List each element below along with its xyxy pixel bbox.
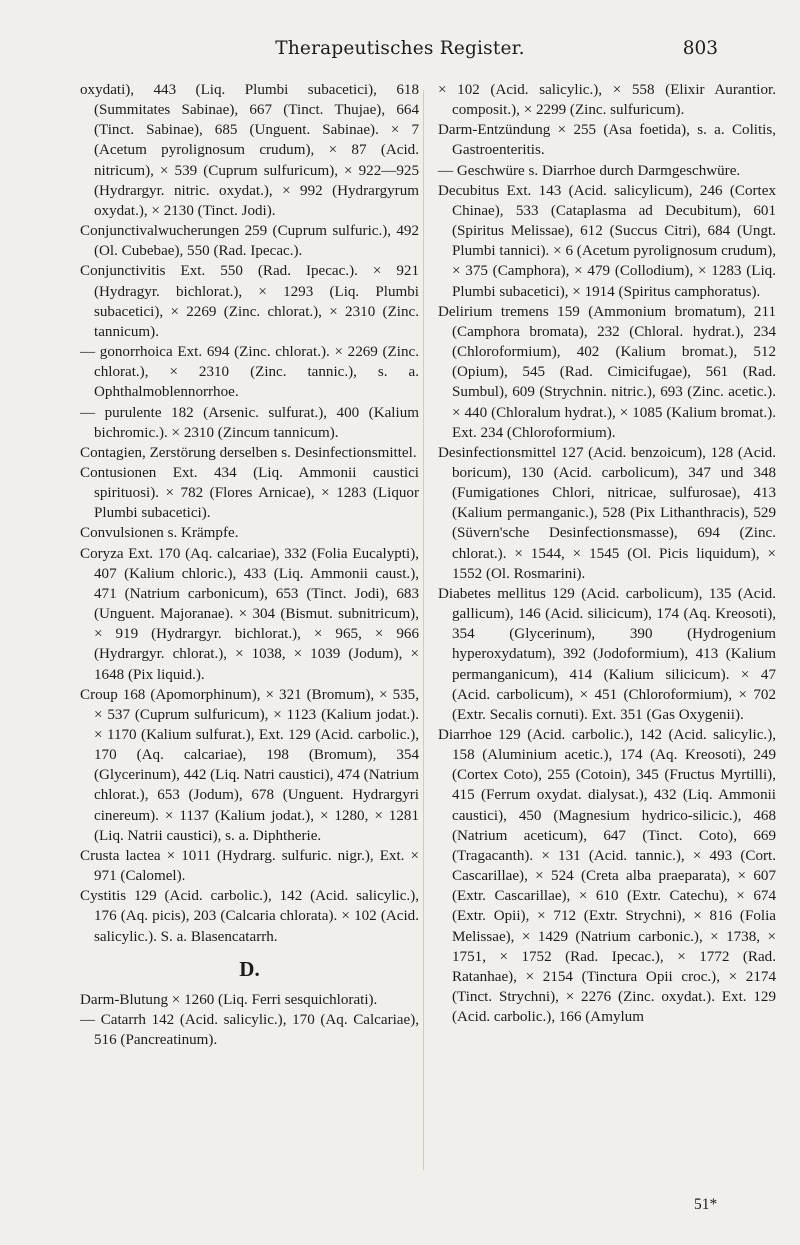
index-entry: — Geschwüre s. Diarrhoe durch Darmgeschwüre.	[438, 162, 741, 179]
index-entry: Desinfectionsmittel 127 (Acid. benzoicum), 128 (Acid. boricum), 130 (Acid. carbolicum), 347 und 348 (Fumigationes Chlori, nitricae, sulfurosae), 413 (Kalium permanganic.), 528 (Pix Lithanthracis), 529 (Süvern'sche Desinfectionsmasse), 694 (Zinc. chlorat.). × 1544, × 1545 (Ol. Picis liquidum), × 1552 (Ol. Rosmarini).	[438, 444, 776, 582]
index-entry: × 102 (Acid. salicylic.), × 558 (Elixir Aurantior. composit.), × 2299 (Zinc. sulfuricum).	[438, 82, 776, 119]
left-column	[80, 80, 419, 1050]
page-header	[0, 38, 800, 64]
page-number: 803	[682, 38, 718, 59]
index-entry: Convulsionen s. Krämpfe.	[80, 525, 239, 542]
index-entry: Contusionen Ext. 434 (Liq. Ammonii caustici spirituosi). × 782 (Flores Arnicae), × 1283 (Liquor Plumbi subacetici).	[80, 464, 419, 522]
index-entry: Diabetes mellitus 129 (Acid. carbolicum), 135 (Acid. gallicum), 146 (Acid. silicicum), 174 (Aq. Kreosoti), 354 (Glycerinum), 390 (Hydrogenium hyperoxydatum), 392 (Jodoformium), 413 (Kalium permanganicum), 414 (Kalium silicicum). × 47 (Acid. carbolicum), × 451 (Chloroformium), × 702 (Extr. Secalis cornuti). Ext. 351 (Gas Oxygenii).	[438, 585, 776, 723]
index-entry: Croup 168 (Apomorphinum), × 321 (Bromum), × 535, × 537 (Cuprum sulfuricum), × 1123 (Kalium jodat.). × 1170 (Kalium sulfurat.), Ext. 129 (Acid. carbolic.), 170 (Aq. calcariae), 198 (Bromum), 354 (Glycerinum), 442 (Liq. Natri caustici), 474 (Natrium chlorat.), 653 (Jodum), 678 (Unguent. Hydrargyri cinereum). × 1137 (Kalium jodat.), × 1280, × 1281 (Liq. Natrii caustici), s. a. Diphtherie.	[80, 686, 419, 844]
index-entry: — purulente 182 (Arsenic. sulfurat.), 400 (Kalium bichromic.). × 2310 (Zincum tannicum).	[80, 404, 419, 441]
index-entry: — gonorrhoica Ext. 694 (Zinc. chlorat.). × 2269 (Zinc. chlorat.), × 2310 (Zinc. tannic.), s. a. Ophthalmoblennorrhoe.	[80, 344, 419, 401]
index-entry: Diarrhoe 129 (Acid. carbolic.), 142 (Acid. salicylic.), 158 (Aluminium acetic.), 174 (Aq. Kreosoti), 249 (Cortex Coto), 255 (Cotoin), 345 (Fructus Myrtilli), 415 (Ferrum oxydat. dialysat.), 432 (Liq. Ammonii caustici), 450 (Magnesium hydrico-silicic.), 468 (Natrium aceticum), 647 (Tinct. Coto), 669 (Tragacanth). × 131 (Acid. tannic.), × 493 (Cort. Cascarillae), × 524 (Creta alba praeparata), × 607 (Extr. Cascarillae), × 610 (Extr. Catechu), × 674 (Extr. Opii), × 712 (Extr. Strychni), × 816 (Folia Melissae), × 1429 (Natrium carbonic.), × 1738, × 1751, × 1752 (Rad. Ipecac.), × 1772 (Rad. Ratanhae), × 2154 (Tinctura Opii croc.), × 2174 (Tinct. Strychni), × 2276 (Zinc. oxydat.). Ext. 129 (Acid. carbolic.), 166 (Amylum	[438, 727, 776, 1026]
index-entry: Delirium tremens 159 (Ammonium bromatum), 211 (Camphora bromata), 232 (Chloral. hydrat.), 234 (Chloroformium), 402 (Kalium bromat.), 512 (Opium), 545 (Rad. Cimicifugae), 561 (Rad. Sumbul), 609 (Strychnin. nitric.), 693 (Zinc. acetic.). × 440 (Chloralum hydrat.), × 1085 (Kalium bromat.). Ext. 234 (Chloroformium).	[438, 303, 776, 441]
index-entry: — Catarrh 142 (Acid. salicylic.), 170 (Aq. Calcariae), 516 (Pancreatinum).	[80, 1011, 419, 1049]
signature-mark: 51*	[694, 1196, 718, 1213]
index-entry: Contagien, Zerstörung derselben s. Desinfectionsmittel.	[80, 444, 417, 461]
index-entry: Darm-Entzündung × 255 (Asa foetida), s. a. Colitis, Gastroenteritis.	[438, 122, 776, 159]
right-column	[438, 80, 776, 1027]
section-letter-heading: D.	[239, 956, 260, 981]
index-entry: Cystitis 129 (Acid. carbolic.), 142 (Acid. salicylic.), 176 (Aq. picis), 203 (Calcaria chlorata). × 102 (Acid. salicylic.). S. a. Blasencatarrh.	[80, 888, 419, 945]
index-entry: Conjunctivitis Ext. 550 (Rad. Ipecac.). × 921 (Hydragyr. bichlorat.), × 1293 (Liq. Plumbi subacetici), × 2269 (Zinc. chlorat.), × 2310 (Zinc. tannicum).	[80, 263, 419, 340]
index-entry: oxydati), 443 (Liq. Plumbi subacetici), 618 (Summitates Sabinae), 667 (Tinct. Thujae), 664 (Tinct. Sabinae), 685 (Unguent. Sabinae). × 7 (Acetum pyrolignosum crudum), × 87 (Acid. nitricum), × 539 (Cuprum sulfuricum), × 922—925 (Hydrargyr. nitric. oxydat.), × 992 (Hydrargyrum oxydat.), × 2130 (Tinct. Jodi).	[80, 82, 419, 219]
running-title: Therapeutisches Register.	[275, 38, 525, 59]
column-divider	[423, 90, 424, 1170]
index-entry: Darm-Blutung × 1260 (Liq. Ferri sesquichlorati).	[80, 991, 378, 1008]
index-entry: Coryza Ext. 170 (Aq. calcariae), 332 (Folia Eucalypti), 407 (Kalium chloric.), 433 (Liq. Ammonii caust.), 471 (Natrium carbonicum), 653 (Tinct. Jodi), 683 (Unguent. Majoranae). × 304 (Bismut. subnitricum), × 919 (Hydrargyr. bichlorat.), × 965, × 966 (Hydrargyr. chlorat.), × 1038, × 1039 (Jodum), × 1648 (Pix liquid.).	[80, 545, 419, 683]
index-entry: Crusta lactea × 1011 (Hydrarg. sulfuric. nigr.), Ext. × 971 (Calomel).	[80, 847, 419, 885]
index-entry: Conjunctivalwucherungen 259 (Cuprum sulfuric.), 492 (Ol. Cubebae), 550 (Rad. Ipecac.).	[80, 223, 419, 260]
index-entry: Decubitus Ext. 143 (Acid. salicylicum), 246 (Cortex Chinae), 533 (Cataplasma ad Decubitum), 601 (Spiritus Melissae), 612 (Succus Citri), 684 (Ungt. Plumbi tannici). × 6 (Acetum pyrolignosum crudum), × 375 (Camphora), × 479 (Collodium), × 1283 (Liq. Plumbi subacetici), × 1914 (Spiritus camphoratus).	[438, 182, 776, 300]
